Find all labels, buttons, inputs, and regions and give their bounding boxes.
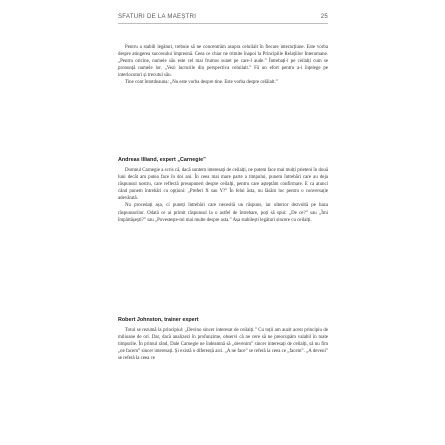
section-intro <box>118 44 328 87</box>
page-number: 25 <box>320 14 328 20</box>
section-heading-andreas-illiand: Andreas Illiand, expert „Carnegie” <box>118 157 206 163</box>
section-andreas-illiand <box>118 167 328 224</box>
section-heading-robert-johnston: Robert Johnston, trainer expert <box>118 317 199 323</box>
paragraph: Tine cont întotdeauna: „Nu este vorba despre tine. Este vorba despre celălalt.” <box>125 80 278 86</box>
section-robert-johnston <box>118 327 328 362</box>
paragraph: Totul se rezumă la principiul: „Devino sincer interesat de ceilalți.” Cu toții am auzit acest principiu de milioane de ori. Dar, dacă analizezi în profunzime, observi că ne cere să ne preocupăm valabil în toate timpurile. În primul rând, Dale Carnegie ne îndeamnă să „devenim” sincer interesați de ceilalți, să nu fim „ne facem” sincer interesați. Și există o diferență aici. „A ne face” se referă la ceea ce „facem”. „A deveni” se referă la ceea ce <box>118 328 328 362</box>
paragraph: Nu procedați așa, ci puneți întrebări care necesită un răspuns, iar ulterior dezvoltă pe baza răspunsurilor. Odată ce ai primit răspunsul la o astfel de întrebare, poți să spui: „De ce?” sau „Îmi împărtășești?” sau „Povestește-mi mai multe despre asta.” Așa stabilești legături sincere cu ceilalți. <box>118 203 328 223</box>
paragraph: Domnul Carnegie a scris că, dacă suntem interesați de ceilalți, ne putem face mai mulți prieteni în două luni decât am putea face în doi ani. În ceea mai mare parte a timpului, punem întrebări care au deja răspunsul nostru, care reflectă presupuneri despre ceilalți, pentru care așteptăm confirmare. E ca atunci când punem întrebări cu opțiuni: „Preferi X sau Y?” În felul ăsta, nu lăsăm loc pentru o conversație adevărată. <box>118 168 328 202</box>
header-title: SFATURI DE LA MAEȘTRI <box>118 14 197 20</box>
paragraph: Pentru a stabili legături, trebuie să ne concentrăm asupra celuilalt în fiecare interacțiune. Este vorba despre atingerea succesului împreună. Ceea ce chiar ne trimite înapoi la Principiile Relațiilor Interumane. „Pentru oricine, numele său este cel mai frumos sunet pe care-l aude.” Întrebați-i pe ceilalți cum se pronunță numele lor. „Vezi lucrurile din perspectiva celuilalt.” Fă un efort pentru a-i înțelege pe interlocutori și trecutul său. <box>118 45 328 79</box>
running-header <box>118 14 328 26</box>
header-rule <box>118 23 328 24</box>
